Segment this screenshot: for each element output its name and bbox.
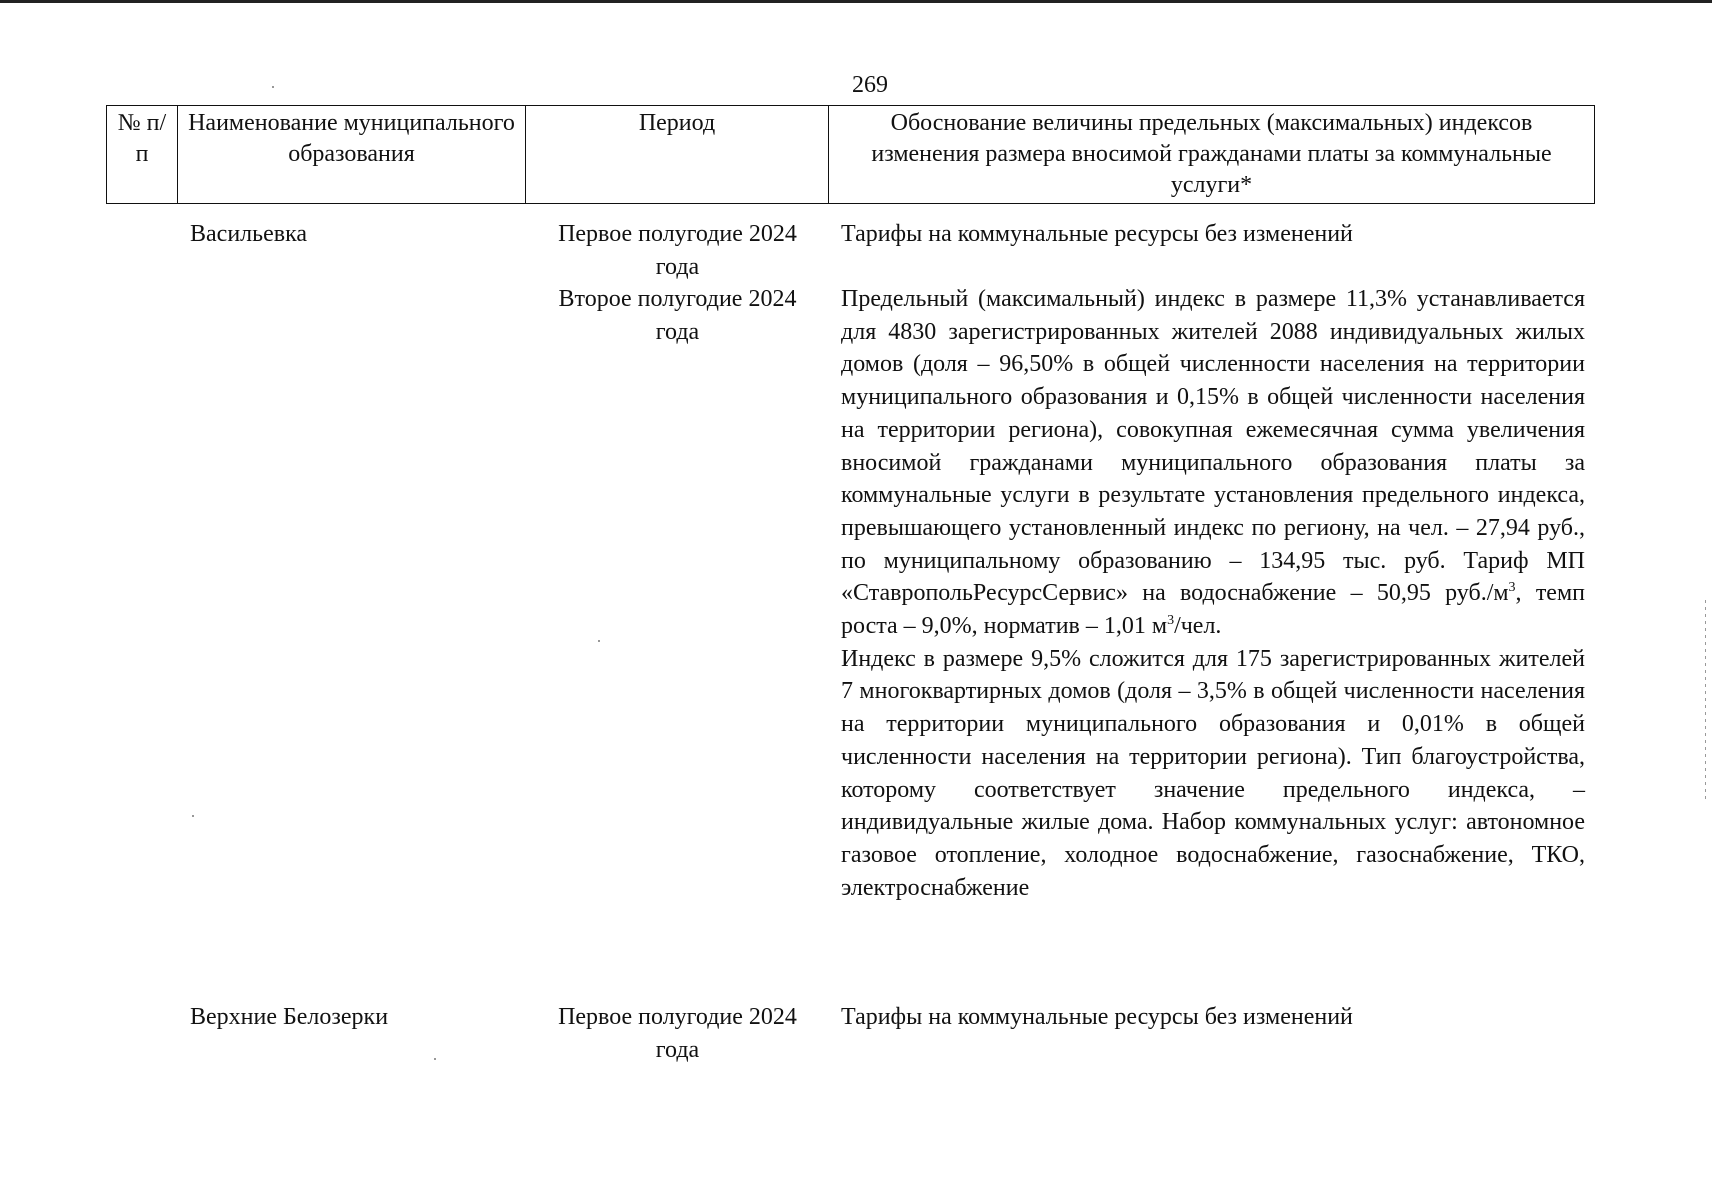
- scan-speck: [598, 640, 600, 642]
- header-period: Период: [526, 106, 829, 204]
- header-number: № п/п: [107, 106, 178, 204]
- header-row: [107, 106, 1595, 204]
- period-cell: Первое полугодие 2024 года: [558, 1004, 797, 1063]
- scan-top-edge: [0, 0, 1712, 3]
- municipality-name: Васильевка: [190, 221, 308, 247]
- scan-speck: [272, 86, 274, 88]
- justification-paragraph: Индекс в размере 9,5% сложится для 175 зарегистрированных жителей 7 многоквартирных домов (доля – 3,5% в общей численности населения на территории муниципального образования и 0,01% в общей численности населения на территории региона). Тип благоустройства, которому соответствует значение предельного индекса, – индивидуальные жилые дома. Набор коммунальных услуг: автономное газовое отопление, холодное водоснабжение, газоснабжение, ТКО, электроснабжение: [841, 645, 1585, 901]
- justification-cell: Тарифы на коммунальные ресурсы без изменений: [841, 221, 1353, 247]
- scan-speck: [434, 1058, 436, 1060]
- superscript: 3: [1508, 580, 1516, 596]
- municipality-name: Верхние Белозерки: [190, 1004, 389, 1030]
- superscript: 3: [1167, 613, 1175, 629]
- table-header: [106, 105, 1595, 204]
- scan-edge-mark: [1705, 600, 1706, 800]
- header-justification: Обоснование величины предельных (максимальных) индексов изменения размера вносимой гражданами платы за коммунальные услуги*: [829, 106, 1595, 204]
- period-cell: Первое полугодие 2024 года: [558, 221, 797, 280]
- scan-speck: [192, 815, 194, 817]
- page-number: 269: [852, 72, 888, 98]
- justification-paragraph: Предельный (максимальный) индекс в размере 11,3% устанавливается для 4830 зарегистрированных жителей 2088 индивидуальных жилых домов (доля – 96,50% в общей численности населения на территории муниципального образования и 0,15% в общей численности населения на территории региона), совокупная ежемесячная сумма увеличения вносимой гражданами муниципального образования платы за коммунальные услуги в результате установления предельного индекса, превышающего установленный индекс по региону, на чел. – 27,94 руб., по муниципальному образованию – 134,95 тыс. руб. Тариф МП «СтавропольРесурсСервис» на водоснабжение – 50,95 $руб./м^3$, темп роста – 9,0%, норматив – 1,01 $м^3$/чел.: [841, 286, 1585, 640]
- justification-cell: Тарифы на коммунальные ресурсы без изменений: [841, 1004, 1353, 1030]
- header-municipality: Наименование муниципального образования: [178, 106, 526, 204]
- justification-cell: [841, 283, 1585, 904]
- period-cell: Второе полугодие 2024 года: [558, 286, 797, 345]
